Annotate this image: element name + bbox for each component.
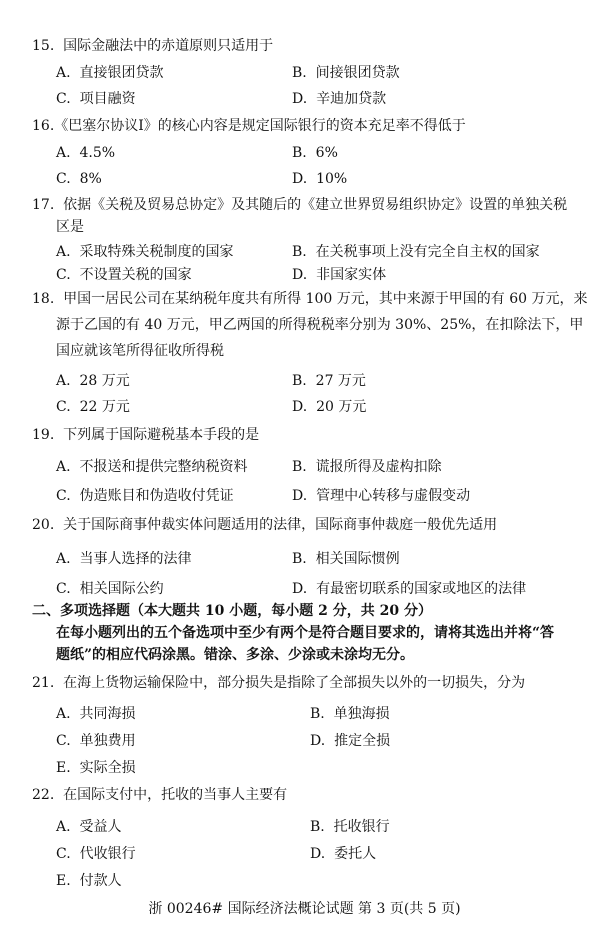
option-18d: D. 20 万元 — [292, 399, 367, 415]
option-22e: E. 付款人 — [56, 873, 122, 889]
option-19a: A. 不报送和提供完整纳税资料 — [56, 459, 248, 475]
page-footer: 浙 00246# 国际经济法概论试题 第 3 页(共 5 页) — [148, 901, 461, 917]
question-17-cont: 区是 — [56, 219, 84, 235]
option-16a: A. 4.5% — [56, 145, 116, 161]
question-19: 19. 下列属于国际避税基本手段的是 — [32, 427, 260, 443]
option-20d: D. 有最密切联系的国家或地区的法律 — [292, 581, 527, 597]
option-17b: B. 在关税事项上没有完全自主权的国家 — [292, 244, 540, 260]
question-18-cont2: 国应就该笔所得征收所得税 — [56, 343, 224, 359]
question-20: 20. 关于国际商事仲裁实体问题适用的法律，国际商事仲裁庭一般优先适用 — [32, 517, 498, 533]
question-21: 21. 在海上货物运输保险中，部分损失是指除了全部损失以外的一切损失，分为 — [32, 675, 526, 691]
question-22: 22. 在国际支付中，托收的当事人主要有 — [32, 787, 288, 803]
question-18: 18. 甲国一居民公司在某纳税年度共有所得 100 万元，其中来源于甲国的有 60 万元，来 — [32, 291, 588, 307]
option-21a: A. 共同海损 — [56, 706, 136, 722]
option-17c: C. 不设置关税的国家 — [56, 267, 192, 283]
option-19b: B. 谎报所得及虚构扣除 — [292, 459, 442, 475]
option-17d: D. 非国家实体 — [292, 267, 387, 283]
question-15: 15. 国际金融法中的赤道原则只适用于 — [32, 38, 274, 54]
option-22c: C. 代收银行 — [56, 846, 136, 862]
option-20c: C. 相关国际公约 — [56, 581, 164, 597]
option-16b: B. 6% — [292, 145, 338, 161]
option-19d: D. 管理中心转移与虚假变动 — [292, 488, 471, 504]
option-15b: B. 间接银团贷款 — [292, 65, 400, 81]
option-22a: A. 受益人 — [56, 819, 122, 835]
option-20b: B. 相关国际惯例 — [292, 551, 400, 567]
option-15c: C. 项目融资 — [56, 91, 136, 107]
option-21b: B. 单独海损 — [310, 706, 390, 722]
option-15a: A. 直接银团贷款 — [56, 65, 164, 81]
option-18a: A. 28 万元 — [56, 373, 130, 389]
option-16d: D. 10% — [292, 171, 348, 187]
section-2-title: 二、多项选择题（本大题共 10 小题，每小题 2 分，共 20 分） — [32, 603, 432, 619]
option-21e: E. 实际全损 — [56, 760, 136, 776]
question-18-cont1: 源于乙国的有 40 万元，甲乙两国的所得税税率分别为 30%、25%，在扣除法下，甲 — [56, 317, 584, 333]
option-16c: C. 8% — [56, 171, 102, 187]
option-17a: A. 采取特殊关税制度的国家 — [56, 244, 234, 260]
section-2-instruction-cont: 题纸”的相应代码涂黑。错涂、多涂、少涂或未涂均无分。 — [56, 647, 415, 663]
option-15d: D. 辛迪加贷款 — [292, 91, 387, 107]
option-22d: D. 委托人 — [310, 846, 377, 862]
section-2-instruction: 在每小题列出的五个备选项中至少有两个是符合题目要求的，请将其选出并将“答 — [56, 625, 555, 641]
question-17: 17. 依据《关税及贸易总协定》及其随后的《建立世界贸易组织协定》设置的单独关税 — [32, 197, 568, 213]
option-18b: B. 27 万元 — [292, 373, 366, 389]
option-22b: B. 托收银行 — [310, 819, 390, 835]
option-19c: C. 伪造账目和伪造收付凭证 — [56, 488, 234, 504]
option-21c: C. 单独费用 — [56, 733, 136, 749]
option-18c: C. 22 万元 — [56, 399, 130, 415]
question-16: 16.《巴塞尔协议Ⅰ》的核心内容是规定国际银行的资本充足率不得低于 — [32, 118, 466, 134]
option-21d: D. 推定全损 — [310, 733, 391, 749]
option-20a: A. 当事人选择的法律 — [56, 551, 192, 567]
